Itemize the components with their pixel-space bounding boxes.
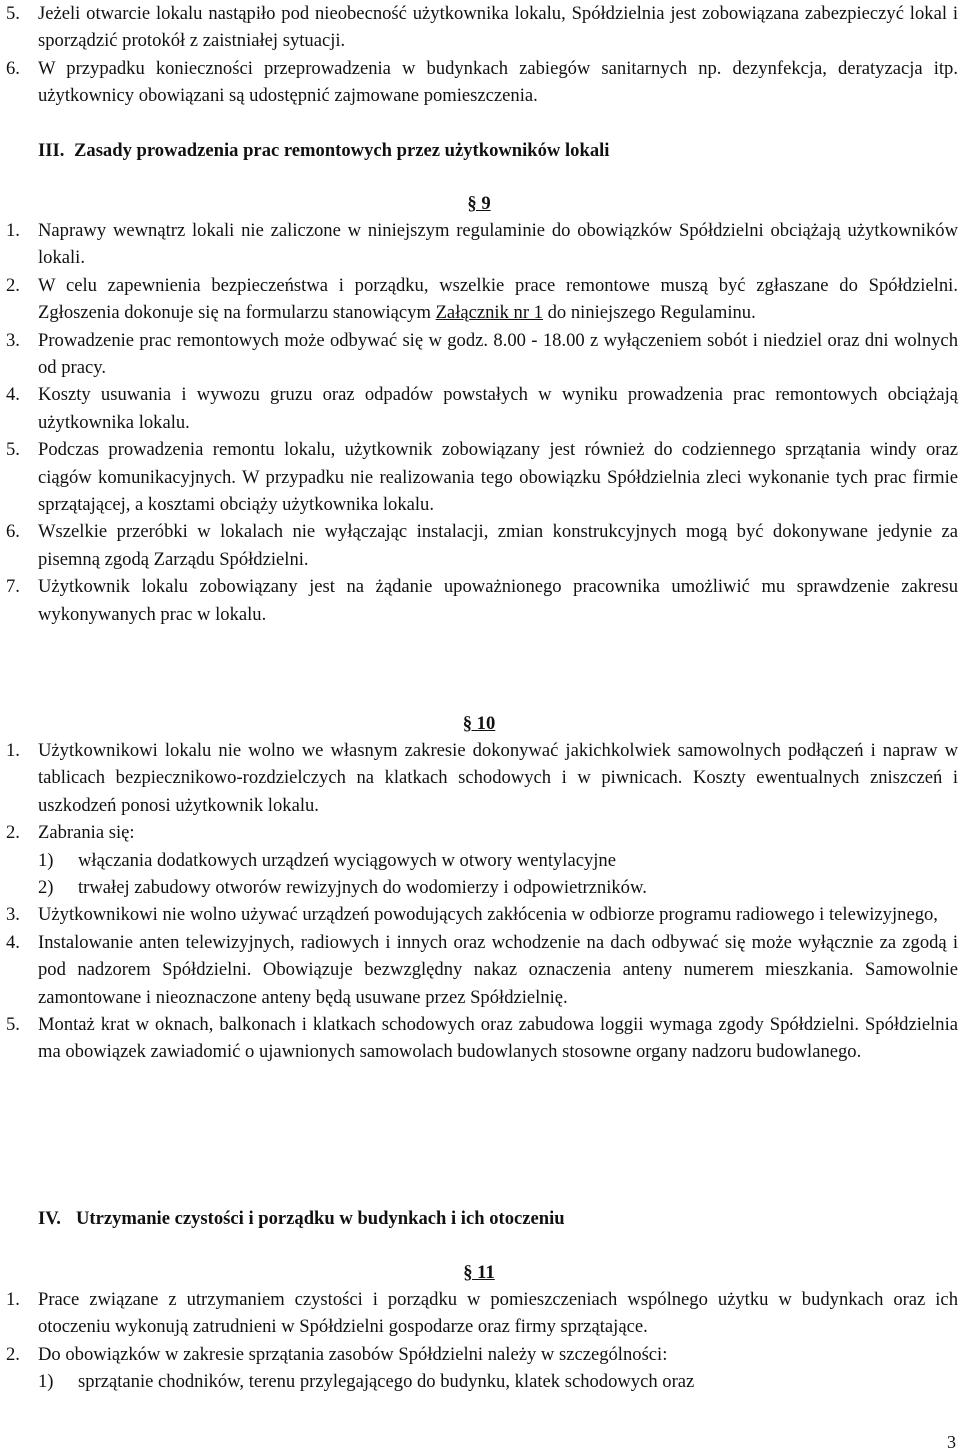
item-text: Zabrania się: — [38, 822, 135, 844]
sub-item-text: trwałej zabudowy otworów rewizyjnych do wodomierzy i odpowietrzników. — [78, 877, 647, 899]
page-number: 3 — [947, 1432, 956, 1452]
item-text: Użytkownikowi lokalu nie wolno we własnym zakresie dokonywać jakichkolwiek samowolnych podłączeń i napraw w tablicach bezpiecznikowo-rozdzielczych na klatkach schodowych i w piwnicach. Koszty ewentualnych zniszczeń i uszkodzeń ponosi użytkownik lokalu. — [38, 740, 958, 816]
item-number: 2. — [6, 822, 20, 844]
item-number: 2. — [6, 274, 20, 296]
sub-list-item — [0, 847, 958, 874]
item-number: 3. — [6, 329, 20, 351]
paragraph-sign-9 — [0, 190, 958, 217]
item-number: 6. — [6, 521, 20, 543]
sub-list-item — [0, 1368, 958, 1395]
item-text: Użytkownik lokalu zobowiązany jest na żądanie upoważnionego pracownika umożliwić mu sprawdzenie zakresu wykonywanych prac w lokalu. — [38, 576, 958, 625]
item-number: 5. — [6, 1014, 20, 1036]
sub-item-number: 2) — [38, 877, 54, 899]
section-title: Utrzymanie czystości i porządku w budynkach i ich otoczeniu — [76, 1208, 565, 1229]
list-item — [0, 217, 958, 272]
item-number: 2. — [6, 1343, 20, 1365]
paragraph-number: § 11 — [463, 1262, 495, 1283]
list-item — [0, 1011, 958, 1066]
item-number: 1. — [6, 740, 20, 761]
item-number: 1. — [6, 1289, 20, 1310]
sub-item-text: sprzątanie chodników, terenu przylegającego do budynku, klatek schodowych oraz — [78, 1371, 695, 1393]
item-text: Prowadzenie prac remontowych może odbywać się w godz. 8.00 - 18.00 z wyłączeniem sobót i niedziel oraz dni wolnych od pracy. — [38, 329, 958, 379]
list-item — [0, 1341, 958, 1368]
item-text-end: do niniejszego Regulaminu. — [542, 302, 756, 324]
list-item — [0, 55, 958, 110]
item-text: Jeżeli otwarcie lokalu nastąpiło pod nieobecność użytkownika lokalu, Spółdzielnia jest zobowiązana zabezpieczyć lokal i sporządzić protokół z zaistniałej sytuacji. — [38, 3, 958, 52]
item-text: Koszty usuwania i wywozu gruzu oraz odpadów powstałych w wyniku prowadzenia prac remontowych obciążają użytkownika lokalu. — [38, 384, 958, 433]
paragraph-11-items — [0, 1286, 958, 1396]
item-number: 7. — [6, 576, 20, 598]
paragraph-9-items — [0, 217, 958, 628]
sub-item-number: 1) — [38, 1371, 54, 1393]
attachment-reference: Załącznik nr 1 — [435, 302, 543, 324]
item-text: Podczas prowadzenia remontu lokalu, użytkownik zobowiązany jest również do codziennego sprzątania windy oraz ciągów komunikacyjnych. W przypadku nie realizowania tego obowiązku Spółdzielnia zleci wykonanie tych prac firmie sprzątającej, a kosztami obciąży użytkownika lokalu. — [38, 439, 958, 516]
item-text: W celu zapewnienia bezpieczeństwa i porządku, wszelkie prace remontowe muszą być zgłaszane do Spółdzielni. Zgłoszenia dokonuje się na formularzu stanowiącym — [38, 274, 958, 324]
item-number: 4. — [6, 931, 20, 953]
section-number: IV. — [38, 1208, 61, 1229]
list-item — [0, 327, 958, 382]
top-items — [0, 0, 958, 110]
item-text: Do obowiązków w zakresie sprzątania zasobów Spółdzielni należy w szczególności: — [38, 1343, 668, 1365]
item-text: Użytkownikowi nie wolno używać urządzeń powodujących zakłócenia w odbiorze programu radiowego i telewizyjnego, — [38, 904, 938, 926]
item-text: Wszelkie przeróbki w lokalach nie wyłączając instalacji, zmian konstrukcyjnych mogą być dokonywane jedynie za pisemną zgodą Zarządu Spółdzielni. — [38, 521, 958, 570]
list-item — [0, 573, 958, 628]
sub-list-item — [0, 874, 958, 901]
list-item — [0, 436, 958, 518]
item-number: 6. — [6, 57, 20, 79]
item-number: 3. — [6, 904, 20, 926]
list-item — [0, 929, 958, 1011]
list-item — [0, 0, 958, 55]
item-text: Naprawy wewnątrz lokali nie zaliczone w niniejszym regulaminie do obowiązków Spółdzielni obciążają użytkowników lokali. — [38, 220, 958, 269]
paragraph-number: § 10 — [462, 713, 496, 734]
item-text: Instalowanie anten telewizyjnych, radiowych i innych oraz wchodzenie na dach odbywać się może wyłącznie za zgodą i pod nadzorem Spółdzielni. Obowiązuje bezwzględny nakaz oznaczenia anteny numerem mieszkania. Samowolnie zamontowane i nieoznaczone anteny będą usuwane przez Spółdzielnię. — [38, 931, 958, 1008]
list-item — [0, 381, 958, 436]
section-title: Zasady prowadzenia prac remontowych przez użytkowników lokali — [74, 140, 610, 161]
list-item — [0, 272, 958, 327]
item-number: 5. — [6, 3, 20, 24]
list-item — [0, 819, 958, 846]
sub-item-number: 1) — [38, 849, 54, 871]
list-item — [0, 737, 958, 819]
paragraph-sign-10 — [0, 710, 958, 737]
item-number: 1. — [6, 220, 20, 241]
item-text: Montaż krat w oknach, balkonach i klatkach schodowych oraz zabudowa loggii wymaga zgody Spółdzielni. Spółdzielnia ma obowiązek zawiadomić o ujawnionych samowolach budowlanych stosowne organy nadzoru budowlanego. — [38, 1014, 958, 1063]
list-item — [0, 518, 958, 573]
list-item — [0, 901, 958, 928]
section-number: III. — [38, 140, 65, 161]
paragraph-sign-11 — [0, 1259, 958, 1286]
list-item — [0, 1286, 958, 1341]
item-text: W przypadku konieczności przeprowadzenia w budynkach zabiegów sanitarnych np. dezynfekcja, deratyzacja itp. użytkownicy obowiązani są udostępnić zajmowane pomieszczenia. — [38, 57, 958, 107]
item-text: Prace związane z utrzymaniem czystości i porządku w pomieszczeniach wspólnego użytku w budynkach oraz ich otoczeniu wykonują zatrudnieni w Spółdzielni gospodarze oraz firmy sprzątające. — [38, 1289, 958, 1338]
paragraph-number: § 9 — [467, 193, 491, 214]
paragraph-10-items — [0, 737, 958, 1066]
item-number: 4. — [6, 384, 20, 406]
item-number: 5. — [6, 439, 20, 461]
sub-item-text: włączania dodatkowych urządzeń wyciągowych w otwory wentylacyjne — [78, 849, 616, 871]
